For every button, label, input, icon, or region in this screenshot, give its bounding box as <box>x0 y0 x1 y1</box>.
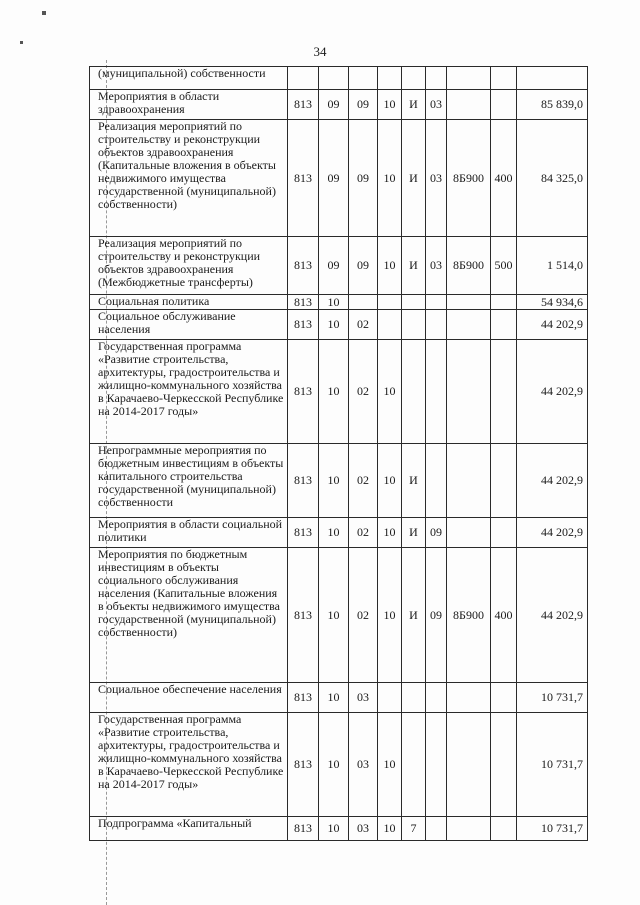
cell-c1: 813 <box>288 817 319 841</box>
cell-amount <box>517 67 588 90</box>
cell-c7 <box>447 67 491 90</box>
cell-c3: 02 <box>349 444 378 518</box>
cell-c7: 8Б900 <box>447 237 491 295</box>
cell-c2: 10 <box>319 340 349 444</box>
cell-c2: 10 <box>319 548 349 683</box>
cell-amount: 44 202,9 <box>517 548 588 683</box>
table-row <box>90 237 588 295</box>
cell-name: Мероприятия в области здравоохранения <box>90 90 288 120</box>
cell-c8: 400 <box>491 120 517 237</box>
cell-c7 <box>447 683 491 713</box>
cell-c4: 10 <box>378 120 402 237</box>
cell-c7 <box>447 713 491 817</box>
cell-c4: 10 <box>378 237 402 295</box>
cell-c8 <box>491 340 517 444</box>
cell-c6 <box>426 683 447 713</box>
cell-c3: 09 <box>349 237 378 295</box>
cell-c5: 7 <box>402 817 426 841</box>
cell-c6: 03 <box>426 237 447 295</box>
cell-c8 <box>491 518 517 548</box>
cell-c8 <box>491 310 517 340</box>
cell-c4: 10 <box>378 518 402 548</box>
cell-c2 <box>319 67 349 90</box>
cell-c8 <box>491 90 517 120</box>
cell-c7 <box>447 340 491 444</box>
cell-c2: 09 <box>319 237 349 295</box>
cell-c7 <box>447 518 491 548</box>
cell-name: Социальная политика <box>90 295 288 310</box>
cell-amount: 10 731,7 <box>517 817 588 841</box>
cell-c7 <box>447 295 491 310</box>
table-row <box>90 548 588 683</box>
cell-c7 <box>447 817 491 841</box>
cell-c5 <box>402 340 426 444</box>
cell-c3: 03 <box>349 817 378 841</box>
cell-c1: 813 <box>288 518 319 548</box>
table-row <box>90 120 588 237</box>
cell-amount: 44 202,9 <box>517 518 588 548</box>
cell-c2: 10 <box>319 295 349 310</box>
cell-amount: 54 934,6 <box>517 295 588 310</box>
cell-c4 <box>378 683 402 713</box>
cell-c7: 8Б900 <box>447 548 491 683</box>
cell-c5: И <box>402 518 426 548</box>
cell-c6: 03 <box>426 120 447 237</box>
cell-c1: 813 <box>288 683 319 713</box>
cell-c4 <box>378 295 402 310</box>
cell-c7 <box>447 90 491 120</box>
cell-c4: 10 <box>378 548 402 683</box>
cell-name: Реализация мероприятий по строительству и реконструкции объектов здравоохранения (Капитальные вложения в объекты недвижимого имущества государственной (муниципальной) собственности) <box>90 120 288 237</box>
cell-c1: 813 <box>288 120 319 237</box>
table-row <box>90 67 588 90</box>
cell-c7: 8Б900 <box>447 120 491 237</box>
cell-c3: 09 <box>349 90 378 120</box>
table-row <box>90 310 588 340</box>
cell-c2: 10 <box>319 310 349 340</box>
cell-c1: 813 <box>288 237 319 295</box>
cell-name: Мероприятия по бюджетным инвестициям в объекты социального обслуживания населения (Капитальные вложения в объекты недвижимого имущества государственной (муниципальной) собственности) <box>90 548 288 683</box>
table-body <box>90 67 588 841</box>
table-row <box>90 683 588 713</box>
cell-amount: 44 202,9 <box>517 310 588 340</box>
cell-name: Государственная программа «Развитие строительства, архитектуры, градостроительства и жилищно-коммунального хозяйства в Карачаево-Черкесской Республике на 2014-2017 годы» <box>90 713 288 817</box>
budget-table <box>89 66 588 841</box>
table-row <box>90 444 588 518</box>
cell-c6 <box>426 713 447 817</box>
cell-c3 <box>349 295 378 310</box>
cell-c4 <box>378 67 402 90</box>
cell-c4: 10 <box>378 713 402 817</box>
cell-c2: 10 <box>319 683 349 713</box>
table-row <box>90 340 588 444</box>
cell-c1: 813 <box>288 295 319 310</box>
cell-c8: 500 <box>491 237 517 295</box>
cell-c6 <box>426 340 447 444</box>
cell-c2: 10 <box>319 817 349 841</box>
page-number: 34 <box>313 44 327 59</box>
cell-c1: 813 <box>288 90 319 120</box>
cell-c8 <box>491 67 517 90</box>
cell-c6 <box>426 444 447 518</box>
table-row <box>90 295 588 310</box>
cell-c6 <box>426 295 447 310</box>
cell-name: Непрограммные мероприятия по бюджетным инвестициям в объекты капитального строительства государственной (муниципальной) собственности <box>90 444 288 518</box>
cell-c5: И <box>402 444 426 518</box>
cell-name: (муниципальной) собственности <box>90 67 288 90</box>
cell-c1: 813 <box>288 713 319 817</box>
cell-c5: И <box>402 120 426 237</box>
cell-amount: 85 839,0 <box>517 90 588 120</box>
cell-c3: 03 <box>349 713 378 817</box>
cell-c8 <box>491 683 517 713</box>
table-row <box>90 90 588 120</box>
cell-c2: 09 <box>319 120 349 237</box>
cell-c5 <box>402 683 426 713</box>
cell-c3 <box>349 67 378 90</box>
cell-name: Социальное обеспечение населения <box>90 683 288 713</box>
cell-c6 <box>426 310 447 340</box>
cell-c8: 400 <box>491 548 517 683</box>
cell-c7 <box>447 444 491 518</box>
cell-c6: 09 <box>426 548 447 683</box>
cell-amount: 10 731,7 <box>517 713 588 817</box>
cell-c2: 10 <box>319 518 349 548</box>
cell-c5: И <box>402 548 426 683</box>
cell-c1: 813 <box>288 310 319 340</box>
cell-c5: И <box>402 237 426 295</box>
cell-amount: 10 731,7 <box>517 683 588 713</box>
cell-name: Социальное обслуживание населения <box>90 310 288 340</box>
cell-c2: 10 <box>319 444 349 518</box>
cell-c5: И <box>402 90 426 120</box>
cell-amount: 1 514,0 <box>517 237 588 295</box>
cell-name: Подпрограмма «Капитальный <box>90 817 288 841</box>
cell-amount: 84 325,0 <box>517 120 588 237</box>
cell-name: Мероприятия в области социальной политики <box>90 518 288 548</box>
cell-name: Государственная программа «Развитие строительства, архитектуры, градостроительства и жилищно-коммунального хозяйства в Карачаево-Черкесской Республике на 2014-2017 годы» <box>90 340 288 444</box>
cell-c4: 10 <box>378 340 402 444</box>
cell-c4: 10 <box>378 444 402 518</box>
table-row <box>90 817 588 841</box>
cell-amount: 44 202,9 <box>517 444 588 518</box>
cell-c3: 02 <box>349 310 378 340</box>
cell-c4: 10 <box>378 817 402 841</box>
cell-c7 <box>447 310 491 340</box>
cell-amount: 44 202,9 <box>517 340 588 444</box>
cell-c3: 02 <box>349 548 378 683</box>
table-row <box>90 713 588 817</box>
cell-c1: 813 <box>288 340 319 444</box>
cell-c4 <box>378 310 402 340</box>
cell-c3: 09 <box>349 120 378 237</box>
cell-c3: 02 <box>349 518 378 548</box>
cell-c1: 813 <box>288 444 319 518</box>
cell-c6 <box>426 67 447 90</box>
cell-c8 <box>491 713 517 817</box>
cell-c8 <box>491 444 517 518</box>
cell-c3: 02 <box>349 340 378 444</box>
cell-c4: 10 <box>378 90 402 120</box>
cell-c5 <box>402 310 426 340</box>
cell-c1 <box>288 67 319 90</box>
table-row <box>90 518 588 548</box>
cell-c1: 813 <box>288 548 319 683</box>
cell-c2: 10 <box>319 713 349 817</box>
cell-c5 <box>402 295 426 310</box>
cell-c3: 03 <box>349 683 378 713</box>
cell-c6 <box>426 817 447 841</box>
cell-name: Реализация мероприятий по строительству и реконструкции объектов здравоохранения (Межбюджетные трансферты) <box>90 237 288 295</box>
cell-c8 <box>491 295 517 310</box>
cell-c8 <box>491 817 517 841</box>
cell-c2: 09 <box>319 90 349 120</box>
cell-c5 <box>402 713 426 817</box>
cell-c6: 09 <box>426 518 447 548</box>
scan-mark <box>42 11 46 15</box>
cell-c5 <box>402 67 426 90</box>
cell-c6: 03 <box>426 90 447 120</box>
